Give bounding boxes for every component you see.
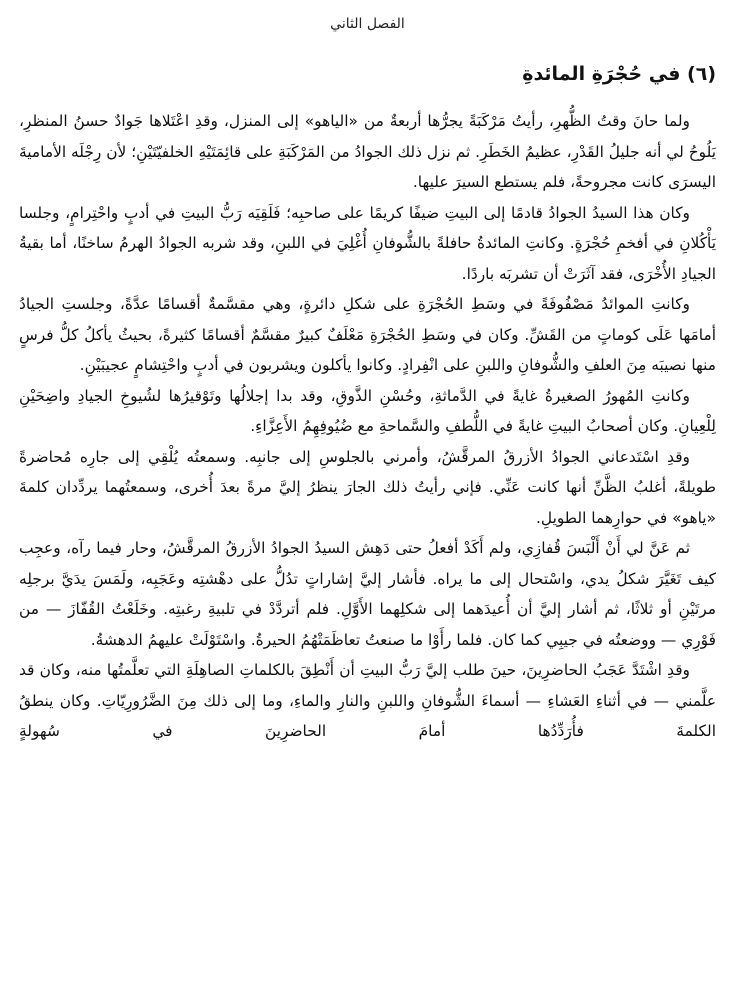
paragraph: ثم عَنَّ لي أَنْ أَلْبَسَ قُفازِي، ولم أَكَدْ أفعلُ حتى دَهِش السيدُ الجوادُ الأزرقُ المرقَّشُ، وحار فيما رآه، وعجِب كيف تَغَيَّرَ شكلُ يدي، واسْتحال إلى ما يراه. فأشار إليَّ إشاراتٍ تدُلُّ على دهْشتِه وعَجَبِه، ولَمَسَ يدَيَّ برجلِه مرتَيْنِ أو ثلاثًا، ثم أشار إليَّ أن أُعيدَهما إلى شكلِهما الأَوَّلِ. فلم أتردَّدْ في تلبيةِ رغبتِه. وخَلَعْتُ القُفّازَ — من فَوْرِي — ووضعتُه في جيبِي كما كان. فلما رأَوْا ما صنعتُ تعاظَمَتْهُمُ الحيرةُ. واسْتَوْلَتْ عليهمُ الدهشةُ. (19, 539, 716, 649)
section-title: (٦) في حُجْرَةِ المائدةِ (522, 63, 716, 85)
paragraph: وقدِ اسْتَدعاني الجوادُ الأزرقُ المرقَّشُ، وأمرني بالجلوسِ إلى جانبِه. وسمعتُه يُلْقِي إلى جارِه مُحاضرةً طويلةً، أغلبُ الظَّنِّ أنها كانت عَنِّي. فإني رأيتُ ذلك الجارَ ينظرُ إليَّ مرةً بعدَ أُخرى، وسمعتُهما يردِّدان كلمةَ «ياهو» في حوارِهما الطويلِ. (19, 447, 716, 527)
paragraph: وقدِ اشْتَدَّ عَجَبُ الحاضرِينَ، حينَ طلب إليَّ رَبُّ البيتِ أن أَنْطِقَ بالكلماتِ الصاهِلَةِ التي تعلَّمتُها منه، وكان قد علَّمني — في أثناءِ العَشاءِ — أسماءَ الشُّوفانِ واللبنِ والنارِ والماءِ، وما إلى ذلك مِنَ الضَّرُورِيّاتِ. وكان ينطقُ الكلمةَ فأُرَدِّدُها أمامَ الحاضرِينَ في سُهولةٍ (19, 661, 716, 740)
paragraph: وكانتِ الموائدُ مَصْفُوفَةً في وسَطِ الحُجْرَةِ على شكلِ دائرةٍ، وهي مقسَّمةٌ أقسامًا عدَّةً، وجلستِ الجيادُ أمامَها عَلَى كوماتٍ من القَشِّ. وكان في وسَطِ الحُجْرَةِ مَعْلَفٌ كبيرٌ مقسَّمٌ أقسامًا كثيرةً، بحيثُ يأكلُ كلُّ فرسٍ منها نصيبَه مِنَ العلفِ والشُّوفانِ واللبنِ على انْفِرادٍ. وكانوا يأكلون ويشربون في أدبٍ واحْتِشامٍ عجيبَيْنِ. (19, 295, 716, 374)
paragraph: وكان هذا السيدُ الجوادُ قادمًا إلى البيتِ ضيفًا كريمًا على صاحبِه؛ فَلَقِيَه رَبُّ البيتِ في أدبٍ واحْتِرامٍ، وجلسا يَأْكُلانِ في أفخمِ حُجْرَةٍ. وكانتِ المائدةُ حافلةً بالشُّوفانِ أُغْلِيَ في اللبنِ، وقد شربه الجوادُ الهرمُ ساخنًا، أما بقيةُ الجيادِ الأُخْرَى، فقد آثَرَتْ أن تشربَه باردًا. (19, 203, 716, 283)
running-head: الفصل الثاني (330, 16, 405, 32)
paragraph: وكانتِ المُهورُ الصغيرةُ غايةً في الدَّماثةِ، وحُسْنِ الذَّوقِ، وقد بدا إجلالُها وتَوْقيرُها لشُيوخِ الجيادِ واضِحَيْنِ لِلْعِيانِ. وكان أصحابُ البيتِ غايةً في اللُّطفِ والسَّماحةِ مع ضُيُوفِهِمُ الأَعِزَّاءِ. (19, 386, 716, 435)
paragraph: ولما حانَ وقتُ الظُّهرِ، رأيتُ مَرْكَبَةً يجرُّها أربعةٌ من «الياهو» إلى المنزل، وقدِ اعْتَلاها جَوادٌ حسنُ المنظرِ، يَلُوحُ لي أنه جليلُ القَدْرِ، عظيمُ الخَطَرِ. ثم نزل ذلك الجوادُ من المَرْكَبَةِ على قائِمَتَيْهِ الخلفيّتَيْنِ؛ لأن رِجْلَه الأماميةَ اليسرَى كانت مجروحةً، فلم يستطع السيرَ عليها. (19, 112, 716, 191)
